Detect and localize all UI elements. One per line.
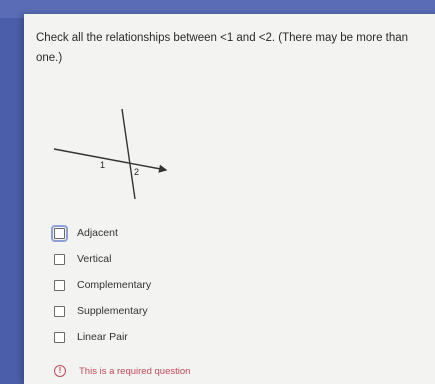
angle-diagram	[44, 104, 169, 204]
intersecting-line	[122, 109, 135, 199]
warning-text: This is a required question	[79, 365, 191, 377]
angle-label-1: 1	[100, 160, 106, 170]
checkbox[interactable]	[54, 228, 65, 239]
angle-label-2: 2	[134, 167, 140, 177]
required-warning	[54, 365, 190, 377]
exclamation-circle-icon: !	[54, 365, 66, 377]
option-label: Complementary	[77, 279, 152, 291]
option-label: Supplementary	[77, 305, 148, 317]
checkbox[interactable]	[54, 306, 65, 317]
checkbox[interactable]	[54, 280, 65, 291]
option-label: Vertical	[77, 253, 112, 265]
options-list	[54, 220, 151, 350]
option-supplementary[interactable]	[54, 298, 151, 324]
option-complementary[interactable]	[54, 272, 151, 298]
option-linear-pair[interactable]	[54, 324, 151, 350]
question-card	[24, 14, 435, 384]
option-adjacent[interactable]	[54, 220, 151, 246]
question-text: Check all the relationships between <1 and <2. (There may be more than one.)	[36, 32, 409, 64]
option-label: Linear Pair	[77, 331, 128, 343]
option-label: Adjacent	[77, 227, 118, 239]
option-vertical[interactable]	[54, 246, 151, 272]
checkbox[interactable]	[54, 332, 65, 343]
checkbox[interactable]	[54, 254, 65, 265]
transversal-line	[54, 149, 166, 170]
